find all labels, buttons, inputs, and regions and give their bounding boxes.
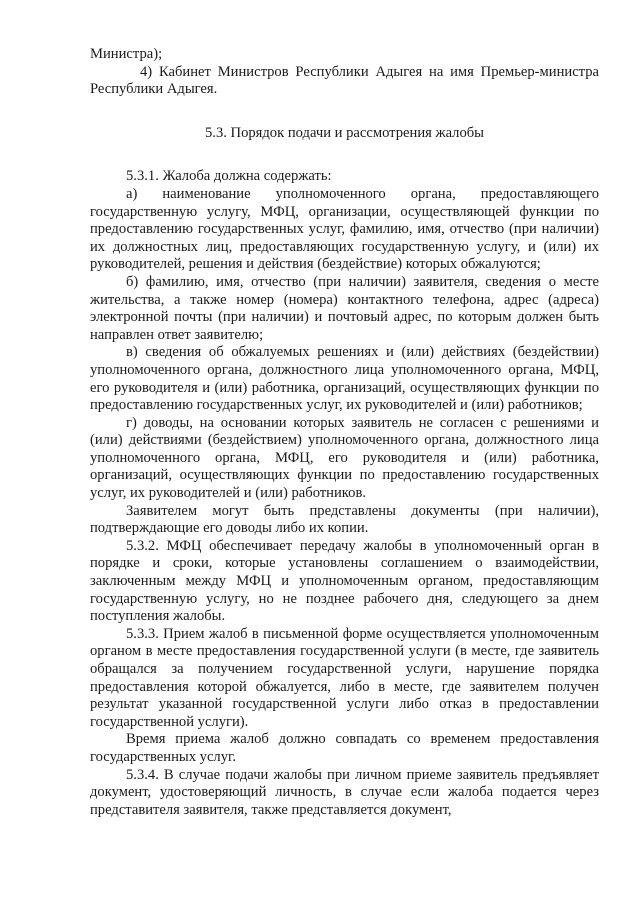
paragraph-item-a: а) наименование уполномоченного органа, предоставляющего государственную услугу, МФЦ, организации, осуществляющей функции по предоставлению государственных услуг, фамилию, имя, отчество (при наличии) их должностных лиц, предоставляющих государственную услугу, и (или) их руководителей, решения и действия (бездействие) которых обжалуются; xyxy=(90,185,599,273)
paragraph-5-3-2: 5.3.2. МФЦ обеспечивает передачу жалобы в уполномоченный орган в порядке и сроки, которые установлены соглашением о взаимодействии, заключенным между МФЦ и уполномоченным органом, предоставляющим государственную услугу, но не позднее рабочего дня, следующего за днем поступления жалобы. xyxy=(90,537,599,625)
list-item-4: 4) Кабинет Министров Республики Адыгея на имя Премьер-министра Республики Адыгея. xyxy=(90,63,599,98)
paragraph-item-b: б) фамилию, имя, отчество (при наличии) заявителя, сведения о месте жительства, а также номер (номера) контактного телефона, адрес (адреса) электронной почты (при наличии) и почтовый адрес, по которым должен быть направлен ответ заявителю; xyxy=(90,273,599,343)
paragraph-5-3-4: 5.3.4. В случае подачи жалобы при личном приеме заявитель предъявляет документ, удостоверяющий личность, в случае если жалоба подается через представителя заявителя, также представляется документ, xyxy=(90,766,599,818)
paragraph-5-3-3: 5.3.3. Прием жалоб в письменной форме осуществляется уполномоченным органом в месте предоставления государственной услуги (в месте, где заявитель обращался за получением государственной услуги, нарушение порядка предоставления которой обжалуется, либо в месте, где заявителем получен результат указанной государственной услуги либо отказ в предоставлении государственной услуги). xyxy=(90,625,599,730)
paragraph-reception-time: Время приема жалоб должно совпадать со временем предоставления государственных услуг. xyxy=(90,731,599,765)
paragraph-item-g: г) доводы, на основании которых заявитель не согласен с решениями и (или) действиями (бездействием) уполномоченного органа, должностного лица уполномоченного органа, МФЦ, его руководителя и (или) работника, организаций, осуществляющих функции по предоставлению государственных услуг, их руководителей и (или) работников. xyxy=(90,414,599,502)
paragraph-item-v: в) сведения об обжалуемых решениях и (или) действиях (бездействии) уполномоченного органа, должностного лица уполномоченного органа, МФЦ, его руководителя и (или) работника, организаций, осуществляющих функции по предоставлению государственных услуг, их руководителей и (или) работников; xyxy=(90,344,599,414)
continuation-line: Министра); xyxy=(90,46,163,62)
section-title: 5.3. Порядок подачи и рассмотрения жалобы xyxy=(205,124,484,141)
paragraph-5-3-1: 5.3.1. Жалоба должна содержать: xyxy=(126,168,332,185)
paragraph-documents: Заявителем могут быть представлены документы (при наличии), подтверждающие его доводы либо их копии. xyxy=(90,502,599,537)
